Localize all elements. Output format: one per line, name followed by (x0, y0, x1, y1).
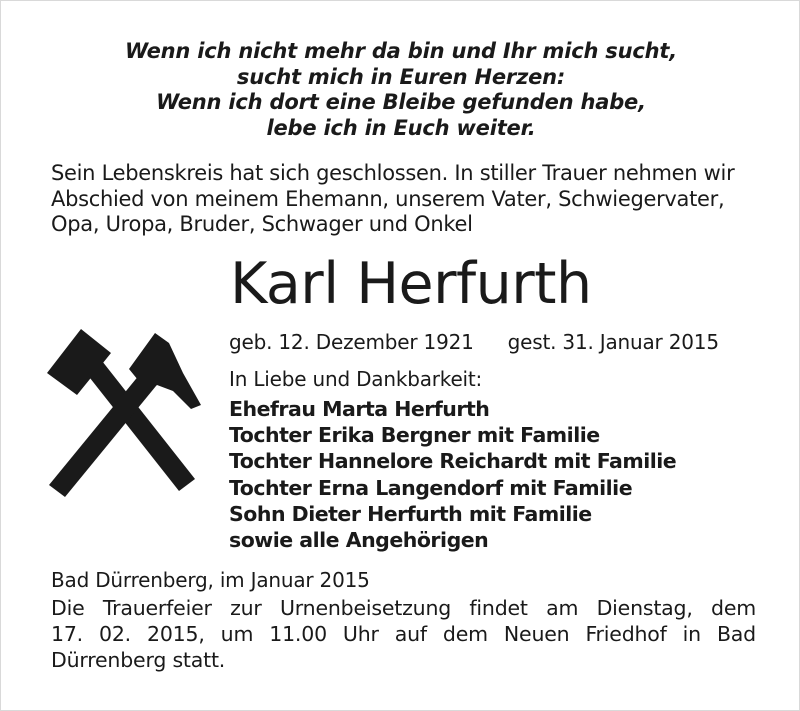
memorial-poem (41, 39, 761, 141)
mourner-item: Tochter Erika Bergner mit Familie (229, 423, 600, 448)
funeral-line: Die Trauerfeier zur Urnenbeisetzung findet am Dienstag, dem (51, 596, 756, 620)
intro-line: Opa, Uropa, Bruder, Schwager und Onkel (51, 212, 473, 236)
death-date: gest. 31. Januar 2015 (507, 330, 719, 354)
life-dates (229, 330, 719, 355)
intro-text (51, 161, 756, 238)
poem-line: sucht mich in Euren Herzen: (236, 64, 566, 89)
mourner-item: Tochter Hannelore Reichardt mit Familie (229, 449, 677, 474)
deceased-name: Karl Herfurth (230, 251, 592, 317)
funeral-info (51, 595, 756, 673)
birth-date: geb. 12. Dezember 1921 (229, 330, 474, 354)
mourner-item: Ehefrau Marta Herfurth (229, 397, 490, 421)
place-date: Bad Dürrenberg, im Januar 2015 (51, 568, 370, 592)
mourner-item: sowie alle Angehörigen (229, 528, 489, 553)
funeral-line: Dürrenberg statt. (51, 648, 226, 672)
mourner-item: Sohn Dieter Herfurth mit Familie (229, 501, 592, 526)
poem-line: Wenn ich dort eine Bleibe gefunden habe, (156, 90, 646, 114)
intro-line: Sein Lebenskreis hat sich geschlossen. In stiller Trauer nehmen wir (51, 161, 735, 185)
mourners-list (229, 396, 676, 553)
intro-line: Abschied von meinem Ehemann, unserem Vater, Schwiegervater, (51, 186, 725, 211)
funeral-line: 17. 02. 2015, um 11.00 Uhr auf dem Neuen Friedhof in Bad (51, 622, 756, 646)
mourner-item: Tochter Erna Langendorf mit Familie (229, 475, 633, 500)
hammer-and-pick-icon (45, 329, 201, 499)
poem-line: Wenn ich nicht mehr da bin und Ihr mich sucht, (125, 39, 677, 63)
poem-line: lebe ich in Euch weiter. (266, 115, 536, 140)
thanks-line: In Liebe und Dankbarkeit: (229, 367, 483, 391)
